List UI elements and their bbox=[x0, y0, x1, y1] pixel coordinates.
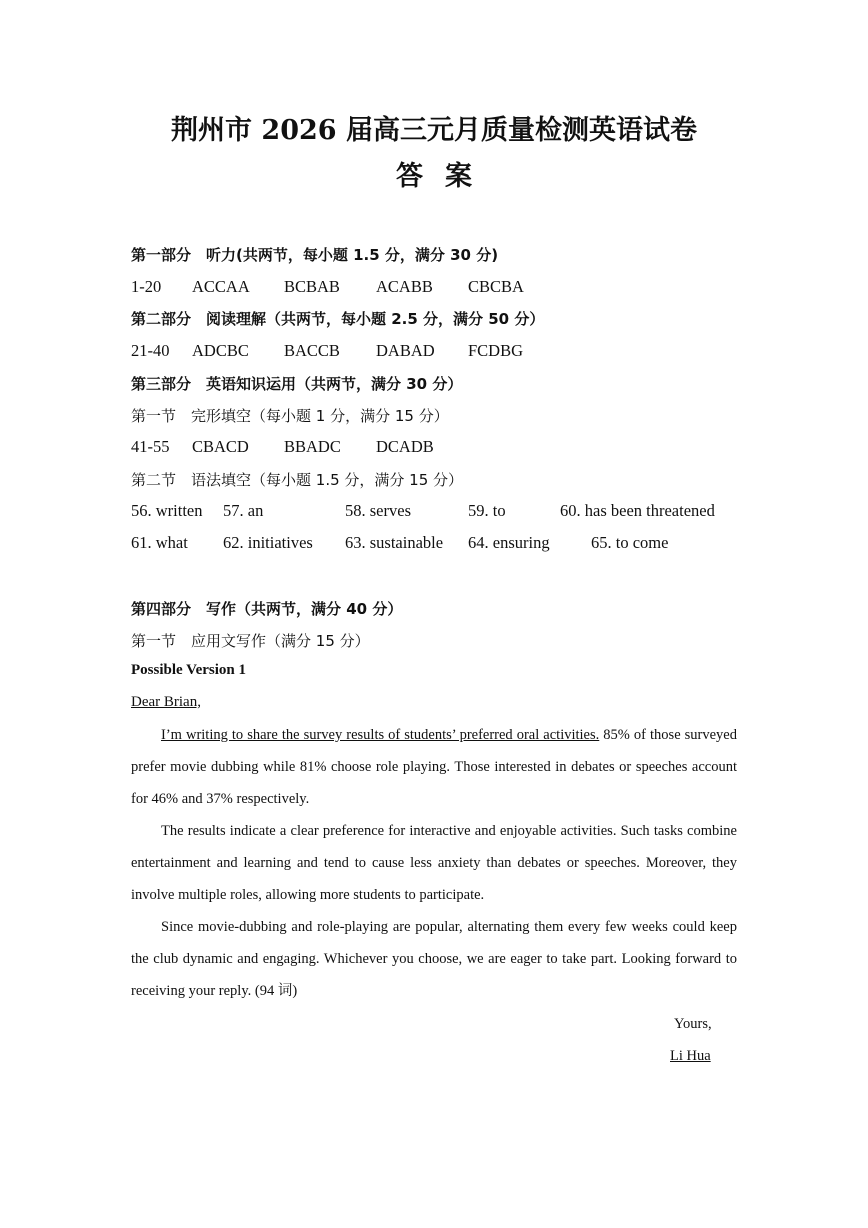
grammar-answer: 64. ensuring bbox=[468, 533, 550, 552]
letter-salutation: Dear Brian, bbox=[131, 694, 201, 710]
letter-signature: Li Hua bbox=[670, 1048, 711, 1064]
answer-group: ADCBC bbox=[192, 341, 249, 360]
answer-group: CBACD bbox=[192, 437, 249, 456]
document-title: 荆州市 2026 届高三元月质量检测英语试卷 bbox=[171, 115, 697, 146]
grammar-answer: 60. has been threatened bbox=[560, 501, 715, 520]
letter-closing: Yours, bbox=[674, 1016, 712, 1032]
part2-heading: 第二部分 阅读理解（共两节，每小题 2.5 分，满分 50 分） bbox=[131, 310, 545, 328]
part4-heading: 第四部分 写作（共两节，满分 40 分） bbox=[131, 600, 403, 618]
topic-sentence: I’m writing to share the survey results of students’ preferred oral activities. bbox=[161, 727, 600, 743]
paragraph-text: 85% of those surveyed prefer movie dubbing while 81% choose role playing. Those interested in debates or speeches account for 46% and 37% respectively. bbox=[131, 727, 737, 807]
letter-paragraph-2: The results indicate a clear preference for interactive and enjoyable activities. Such tasks combine entertainment and learning and tend to cause less anxiety than debates or speeches. Moreover, they involve multiple roles, allowing more students to participate. bbox=[131, 823, 737, 903]
answer-group: FCDBG bbox=[468, 341, 524, 360]
answer-group: DCADB bbox=[376, 437, 434, 456]
answer-range: 1-20 bbox=[131, 277, 162, 296]
answer-group: BCBAB bbox=[284, 277, 340, 296]
letter-paragraph-1 bbox=[131, 719, 737, 815]
grammar-answer: 63. sustainable bbox=[345, 533, 444, 552]
answer-group: CBCBA bbox=[468, 277, 524, 296]
letter-paragraph-3: Since movie-dubbing and role-playing are popular, alternating them every few weeks could keep the club dynamic and engaging. Whichever you choose, we are eager to take part. Looking forward to receiving your reply. (94 词) bbox=[131, 919, 737, 999]
answer-group: BACCB bbox=[284, 341, 340, 360]
grammar-answer: 57. an bbox=[223, 501, 264, 520]
grammar-answer: 65. to come bbox=[591, 533, 669, 552]
part3-heading: 第三部分 英语知识运用（共两节，满分 30 分） bbox=[131, 375, 463, 393]
part3-section1-heading: 第一节 完形填空（每小题 1 分，满分 15 分） bbox=[131, 407, 449, 425]
answer-group: ACABB bbox=[376, 277, 433, 296]
answer-group: BBADC bbox=[284, 437, 341, 456]
grammar-answer: 56. written bbox=[131, 501, 203, 520]
part3-section2-heading: 第二节 语法填空（每小题 1.5 分，满分 15 分） bbox=[131, 471, 464, 489]
answer-range: 21-40 bbox=[131, 341, 170, 360]
grammar-answer: 61. what bbox=[131, 533, 188, 552]
answer-group: ACCAA bbox=[192, 277, 250, 296]
answer-range: 41-55 bbox=[131, 437, 170, 456]
grammar-answer: 58. serves bbox=[345, 501, 411, 520]
part1-heading: 第一部分 听力(共两节，每小题 1.5 分，满分 30 分) bbox=[131, 246, 499, 264]
answer-group: DABAD bbox=[376, 341, 435, 360]
grammar-answer: 59. to bbox=[468, 501, 506, 520]
version-label: Possible Version 1 bbox=[131, 662, 247, 678]
grammar-answer: 62. initiatives bbox=[223, 533, 313, 552]
part4-section1-heading: 第一节 应用文写作（满分 15 分） bbox=[131, 632, 370, 650]
document-subtitle: 答案 bbox=[396, 161, 494, 192]
